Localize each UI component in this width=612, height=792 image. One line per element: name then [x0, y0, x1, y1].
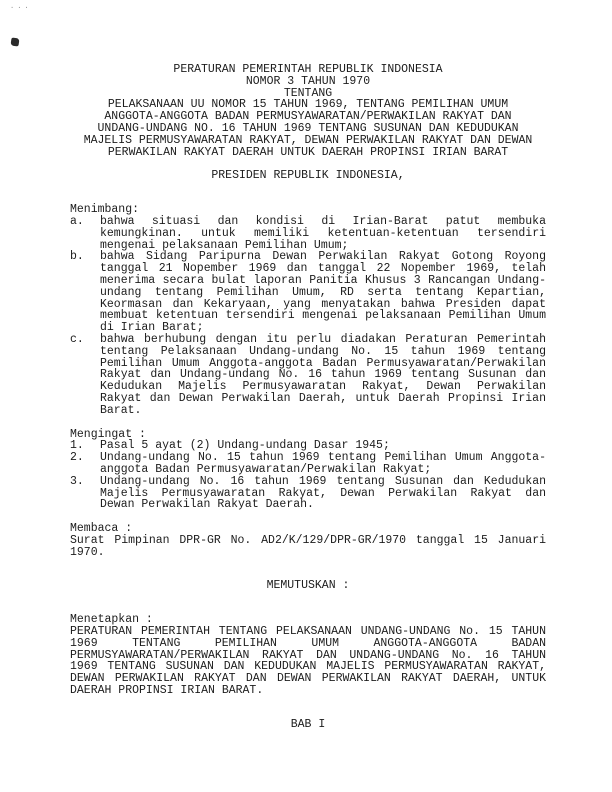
list-item-text: Undang-undang No. 15 tahun 1969 tentang Pemilihan Umum Anggota-anggota Badan Permusyawaratan/Perwakilan Rakyat;	[100, 451, 546, 476]
section-menimbang	[70, 204, 546, 416]
list-item-marker: 3.	[70, 474, 84, 488]
bab-heading: BAB I	[290, 717, 326, 731]
list-item	[70, 476, 546, 511]
list-item-marker: 1.	[70, 439, 84, 453]
list-item-text: Pasal 5 ayat (2) Undang-undang Dasar 1945;	[100, 439, 390, 453]
list-item	[70, 251, 546, 334]
list-item-text: Undang-undang No. 16 tahun 1969 tentang Susunan dan Kedudukan Majelis Permusyawaratan Rakyat, Dewan Perwakilan Rakyat dan Dewan Perwakilan Rakyat Daerah.	[100, 474, 546, 512]
list-item-marker: 2.	[70, 451, 84, 465]
section-mengingat	[70, 429, 546, 512]
list-item-text: bahwa situasi dan kondisi di Irian-Barat patut membuka kemungkinan. untuk memiliki ketentuan-ketentuan tersendiri mengenai pelaksanaan Pemilihan Umum;	[100, 214, 546, 252]
section-menetapkan	[70, 614, 546, 697]
title-line: NOMOR 3 TAHUN 1970	[245, 74, 371, 88]
list-item	[70, 216, 546, 251]
salutation: PRESIDEN REPUBLIK INDONESIA,	[211, 169, 405, 183]
list-item-text: bahwa berhubung dengan itu perlu diadakan Peraturan Pemerintah tentang Pelaksanaan Undang-undang No. 15 tahun 1969 tentang Pemilihan Umum Anggota-anggota Badan Permusyawaratan/Perwakilan Rakyat dan Undang-undang No. 16 tahun 1969 tentang Susunan dan Kedudukan Majelis Permusyawaratan Rakyat, Dewan Perwakilan Rakyat dan Dewan Perwakilan Daerah, untuk Daerah Propinsi Irian Barat.	[100, 332, 546, 417]
title-line: UNDANG-UNDANG NO. 16 TAHUN 1969 TENTANG SUSUNAN DAN KEDUDUKAN	[97, 121, 519, 135]
memutuskan-heading: MEMUTUSKAN :	[266, 579, 350, 593]
section-label-membaca: Membaca :	[70, 522, 133, 536]
list-item	[70, 334, 546, 417]
list-item-text: bahwa Sidang Paripurna Dewan Perwakilan Rakyat Gotong Royong tanggal 21 Nopember 1969 dan tanggal 22 Nopember 1969, telah menerima secara bulat laporan Panitia Khusus 3 Rancangan Undang-undang tentang Pemilihan Umum, RD serta tentang Kepartian, Keormasan dan Kekaryaan, yang menyatakan bahwa Presiden dapat membuat ketentuan tersendiri mengenai pelaksanaan Pemilihan Umum di Irian Barat;	[100, 250, 546, 335]
section-membaca	[70, 523, 546, 558]
membaca-text: Surat Pimpinan DPR-GR No. AD2/K/129/DPR-GR/1970 tanggal 15 Januari 1970.	[70, 533, 546, 559]
document-title-block	[70, 64, 546, 158]
section-label-menimbang: Menimbang:	[70, 203, 140, 217]
list-item-marker: b.	[70, 250, 84, 264]
section-label-menetapkan: Menetapkan :	[70, 613, 153, 627]
title-line: ANGGOTA-ANGGOTA BADAN PERMUSYAWARATAN/PERWAKILAN RAKYAT DAN	[104, 110, 512, 124]
title-line: TENTANG	[283, 86, 333, 100]
list-item	[70, 452, 546, 476]
list-item-marker: a.	[70, 214, 84, 228]
title-line: PELAKSANAAN UU NOMOR 15 TAHUN 1969, TENTANG PEMILIHAN UMUM	[107, 98, 509, 112]
title-line: PERATURAN PEMERINTAH REPUBLIK INDONESIA	[173, 63, 443, 76]
scan-artifact-blob	[10, 37, 19, 46]
scan-artifact-dots: ...	[10, 3, 32, 11]
title-line: PERWAKILAN RAKYAT DAERAH UNTUK DAERAH PROPINSI IRIAN BARAT	[107, 145, 509, 159]
title-line: MAJELIS PERMUSYAWARATAN RAKYAT, DEWAN PERWAKILAN RAKYAT DAN DEWAN	[83, 133, 533, 147]
menetapkan-text: PERATURAN PEMERINTAH TENTANG PELAKSANAAN UNDANG-UNDANG No. 15 TAHUN 1969 TENTANG PEMILIHAN UMUM ANGGOTA-ANGGOTA BADAN PERMUSYAWARATAN/PERWAKILAN RAKYAT DAN UNDANG-UNDANG No. 16 TAHUN 1969 TENTANG SUSUNAN DAN KEDUDUKAN MAJELIS PERMUSYAWARATAN RAKYAT, DEWAN PERWAKILAN RAKYAT DAN DEWAN PERWAKILAN RAKYAT DAERAH, UNTUK DAERAH PROPINSI IRIAN BARAT.	[70, 625, 546, 698]
list-item-marker: c.	[70, 332, 84, 346]
section-label-mengingat: Mengingat :	[70, 427, 146, 441]
